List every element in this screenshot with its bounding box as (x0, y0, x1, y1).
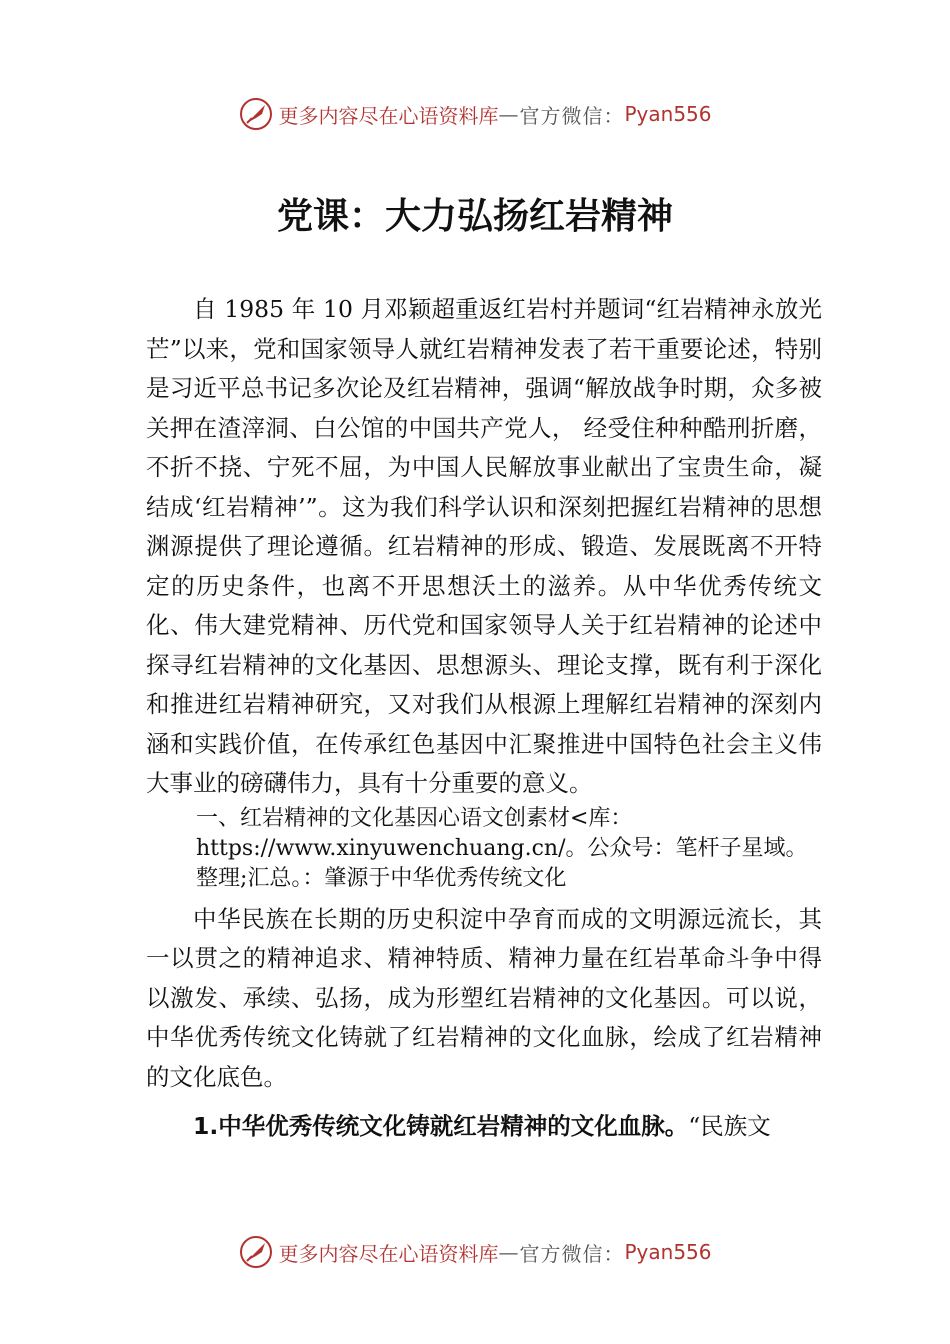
paragraph-intro: 自 1985 年 10 月邓颖超重返红岩村并题词“红岩精神永放光芒”以来，党和国家领导人就红岩精神发表了若干重要论述，特别是习近平总书记多次论及红岩精神，强调“解放战争时期，众多被关押在渣滓洞、白公馆的中国共产党人， 经受住种种酷刑折磨，不折不挠、宁死不屈，为中国人民解放事业献出了宝贵生命，凝结成‘红岩精神’”。这为我们科学认识和深刻把握红岩精神的思想渊源提供了理论遵循。红岩精神的形成、锻造、发展既离不开特定的历史条件，也离不开思想沃土的滋养。从中华优秀传统文化、伟大建党精神、历代党和国家领导人关于红岩精神的论述中探寻红岩精神的文化基因、思想源头、理论支撑，既有利于深化和推进红岩精神研究，又对我们从根源上理解红岩精神的深刻内涵和实践价值，在传承红色基因中汇聚推进中国特色社会主义伟大事业的磅礴伟力，具有十分重要的意义。 (146, 295, 822, 797)
paragraph-culture: 中华民族在长期的历史积淀中孕育而成的文明源远流长，其一以贯之的精神追求、精神特质、精神力量在红岩革命斗争中得以激发、承续、弘扬，成为形塑红岩精神的文化基因。可以说，中华优秀传统文化铸就了红岩精神的文化血脉，绘成了红岩精神的文化底色。 (146, 904, 822, 1091)
document-body (146, 290, 822, 1147)
watermark-bottom (0, 1234, 950, 1270)
paragraph-subheading (146, 1107, 822, 1147)
subheading-rest: “民族文 (688, 1112, 771, 1140)
watermark-separator: — (498, 102, 520, 126)
subheading-bold: 1.中华优秀传统文化铸就红岩精神的文化血脉。 (193, 1112, 689, 1140)
watermark-official-label: 官方微信： (519, 1241, 625, 1266)
watermark-top (0, 96, 950, 132)
quill-pen-icon (238, 1234, 274, 1270)
watermark-separator: — (498, 1240, 520, 1264)
page-title: 党课：大力弘扬红岩精神 (276, 196, 673, 237)
quill-pen-icon (238, 96, 274, 132)
watermark-wechat-id: Pyan556 (624, 1240, 712, 1264)
watermark-official-label: 官方微信： (519, 103, 625, 128)
watermark-brand: 更多内容尽在心语资料库 (278, 1241, 499, 1266)
watermark-wechat-id: Pyan556 (624, 102, 712, 126)
section-heading-1: 一、红岩精神的文化基因心语文创素材<库：https://www.xinyuwenchuang.cn/。公众号：笔杆子星域。整理;汇总。：肇源于中华优秀传统文化 (196, 805, 808, 891)
watermark-brand: 更多内容尽在心语资料库 (278, 103, 499, 128)
